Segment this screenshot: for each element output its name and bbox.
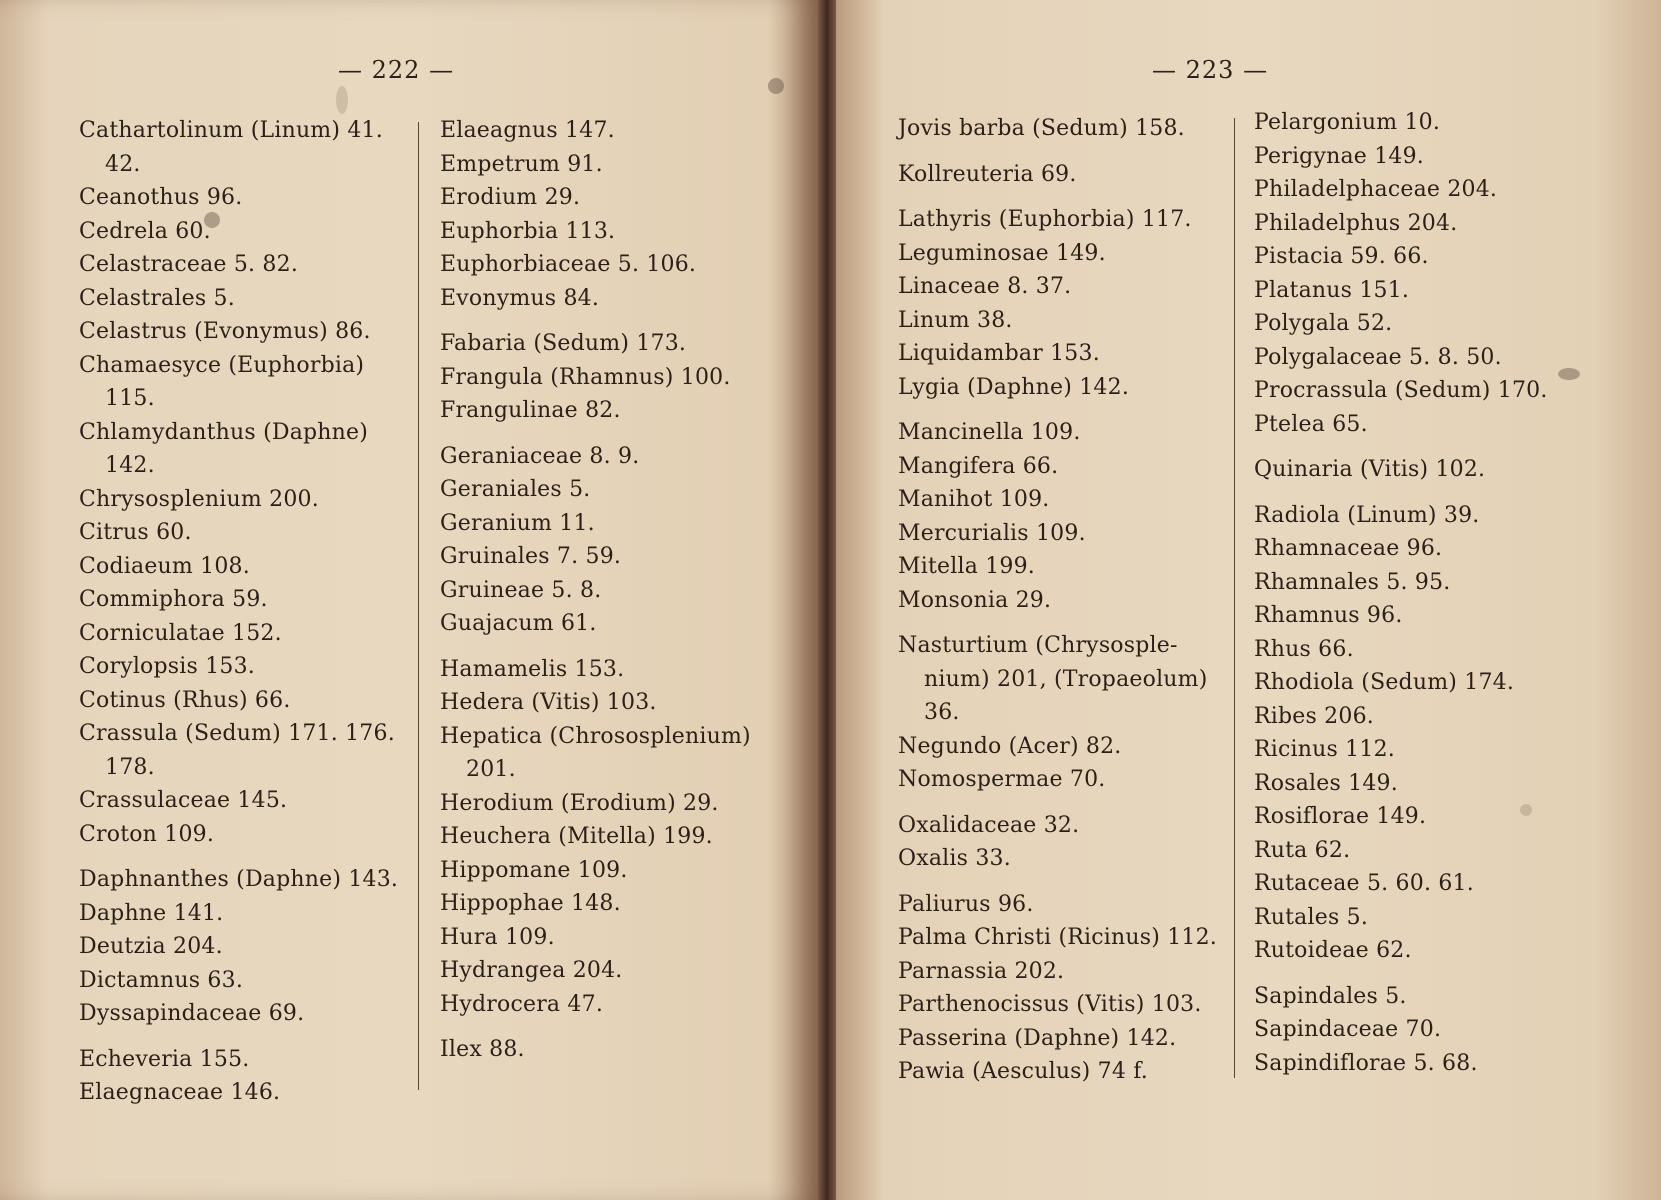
paper-stain (204, 212, 220, 228)
index-entry: Corniculatae 152. (79, 620, 282, 646)
index-entry: Nasturtium (Chrysosple-nium) 201, (Tropaeolum) 36. (898, 633, 1208, 725)
index-entry: Manihot 109. (898, 487, 1050, 512)
index-entry: Celastraceae 5. 82. (79, 252, 299, 277)
index-entry: Corylopsis 153. (79, 654, 255, 679)
index-entry: Rhamnaceae 96. (1254, 536, 1443, 561)
index-entry: Daphne 141. (79, 900, 224, 926)
index-entry: Rutales 5. (1254, 904, 1369, 930)
index-entry: Rhamnus 96. (1254, 603, 1403, 628)
index-entry: Sapindaceae 70. (1254, 1017, 1442, 1042)
index-column (440, 114, 770, 1067)
index-entry: Chrysosplenium 200. (79, 486, 319, 512)
index-entry: Euphorbiaceae 5. 106. (440, 252, 697, 277)
index-entry: Philadelphus 204. (1254, 210, 1458, 236)
index-entry: Rosiflorae 149. (1254, 804, 1427, 829)
column-rule (1234, 118, 1235, 1078)
index-entry: Rutoideae 62. (1254, 938, 1412, 963)
index-entry: Rhodiola (Sedum) 174. (1254, 670, 1515, 695)
index-entry: Hamamelis 153. (440, 656, 625, 682)
index-entry: Mancinella 109. (898, 420, 1081, 445)
index-entry: Elaeagnus 147. (440, 118, 615, 143)
paper-stain (768, 78, 784, 94)
index-entry: Cathartolinum (Linum) 41. 42. (79, 118, 383, 177)
index-entry: Ribes 206. (1254, 703, 1374, 729)
index-entry: Lathyris (Euphorbia) 117. (898, 207, 1192, 232)
index-entry: Ruta 62. (1254, 837, 1351, 863)
index-entry: Monsonia 29. (898, 587, 1052, 613)
index-entry: Lygia (Daphne) 142. (898, 374, 1130, 400)
index-entry: Daphnanthes (Daphne) 143. (79, 867, 399, 892)
index-entry: Linaceae 8. 37. (898, 274, 1072, 299)
index-entry: Sapindiflorae 5. 68. (1254, 1050, 1478, 1076)
index-entry: Dyssapindaceae 69. (79, 1001, 305, 1026)
index-entry: Mangifera 66. (898, 453, 1059, 479)
index-entry: Hydrocera 47. (440, 991, 604, 1017)
page-number: — 222 — (338, 56, 455, 84)
index-entry: Guajacum 61. (440, 611, 597, 636)
index-entry: Citrus 60. (79, 520, 192, 545)
index-entry: Sapindales 5. (1254, 983, 1407, 1009)
index-entry: Deutzia 204. (79, 934, 223, 959)
index-entry: Linum 38. (898, 307, 1013, 333)
index-entry: Hepatica (Chrososplenium) 201. (440, 723, 751, 782)
index-entry: Parnassia 202. (898, 958, 1065, 984)
index-entry: Jovis barba (Sedum) 158. (898, 116, 1185, 141)
index-entry: Kollreuteria 69. (898, 161, 1077, 187)
index-entry: Passerina (Daphne) 142. (898, 1025, 1177, 1051)
paper-stain (1520, 804, 1532, 816)
index-entry: Negundo (Acer) 82. (898, 733, 1122, 759)
index-entry: Pawia (Aesculus) 74 f. (898, 1059, 1148, 1084)
index-entry: Procrassula (Sedum) 170. (1254, 378, 1548, 403)
index-entry: Empetrum 91. (440, 151, 603, 177)
left-page (0, 0, 818, 1200)
column-rule (418, 122, 419, 1090)
index-column (898, 112, 1233, 1089)
index-entry: Pelargonium 10. (1254, 110, 1441, 135)
index-entry: Pistacia 59. 66. (1254, 244, 1429, 269)
index-entry: Hippomane 109. (440, 857, 628, 883)
index-entry: Ptelea 65. (1254, 411, 1368, 437)
index-entry: Codiaeum 108. (79, 553, 250, 579)
index-entry: Paliurus 96. (898, 891, 1034, 917)
index-entry: Geraniaceae 8. 9. (440, 443, 640, 469)
index-entry: Croton 109. (79, 821, 215, 847)
index-entry: Hura 109. (440, 924, 555, 950)
index-entry: Celastrus (Evonymus) 86. (79, 319, 371, 344)
index-entry: Echeveria 155. (79, 1046, 250, 1072)
index-entry: Cotinus (Rhus) 66. (79, 687, 291, 713)
index-entry: Gruineae 5. 8. (440, 577, 602, 603)
book-gutter (818, 0, 836, 1200)
index-entry: Heuchera (Mitella) 199. (440, 824, 713, 849)
index-entry: Crassula (Sedum) 171. 176. 178. (79, 721, 395, 780)
index-entry: Herodium (Erodium) 29. (440, 790, 719, 816)
index-entry: Cedrela 60. (79, 218, 211, 244)
index-entry: Nomospermae 70. (898, 767, 1106, 792)
index-entry: Platanus 151. (1254, 277, 1410, 303)
index-entry: Ceanothus 96. (79, 185, 243, 210)
index-entry: Leguminosae 149. (898, 240, 1106, 266)
index-entry: Commiphora 59. (79, 587, 268, 612)
right-page (836, 0, 1661, 1200)
index-entry: Evonymus 84. (440, 285, 600, 311)
index-entry: Rhus 66. (1254, 636, 1354, 662)
index-entry: Fabaria (Sedum) 173. (440, 331, 687, 356)
index-entry: Rosales 149. (1254, 770, 1398, 796)
page-number: — 223 — (1152, 56, 1269, 84)
index-entry: Elaegnaceae 146. (79, 1080, 281, 1105)
index-entry: Hydrangea 204. (440, 958, 623, 983)
index-entry: Ricinus 112. (1254, 737, 1395, 762)
index-entry: Quinaria (Vitis) 102. (1254, 457, 1486, 482)
index-entry: Euphorbia 113. (440, 218, 616, 244)
paper-stain (336, 86, 348, 114)
index-entry: Dictamnus 63. (79, 967, 244, 993)
index-entry: Oxalidaceae 32. (898, 812, 1080, 838)
index-entry: Rhamnales 5. 95. (1254, 569, 1451, 595)
index-entry: Frangulinae 82. (440, 398, 621, 423)
index-entry: Mercurialis 109. (898, 520, 1086, 546)
index-column (1254, 106, 1574, 1080)
index-entry: Ilex 88. (440, 1037, 525, 1062)
index-entry: Polygala 52. (1254, 311, 1393, 336)
index-entry: Frangula (Rhamnus) 100. (440, 364, 731, 390)
index-entry: Palma Christi (Ricinus) 112. (898, 925, 1217, 950)
index-entry: Gruinales 7. 59. (440, 544, 622, 569)
index-entry: Hedera (Vitis) 103. (440, 690, 657, 715)
paper-stain (1558, 368, 1580, 380)
index-entry: Geraniales 5. (440, 477, 591, 502)
index-entry: Chlamydanthus (Daphne) 142. (79, 419, 369, 478)
index-entry: Oxalis 33. (898, 846, 1011, 871)
index-entry: Philadelphaceae 204. (1254, 177, 1498, 202)
index-entry: Polygalaceae 5. 8. 50. (1254, 344, 1502, 370)
index-entry: Chamaesyce (Euphorbia) 115. (79, 352, 365, 411)
index-entry: Erodium 29. (440, 185, 581, 210)
index-entry: Celastrales 5. (79, 285, 235, 311)
index-entry: Rutaceae 5. 60. 61. (1254, 871, 1474, 896)
index-entry: Crassulaceae 145. (79, 788, 288, 813)
index-entry: Parthenocissus (Vitis) 103. (898, 992, 1202, 1017)
index-column (79, 114, 404, 1110)
index-entry: Mitella 199. (898, 554, 1035, 579)
index-entry: Liquidambar 153. (898, 341, 1100, 366)
index-entry: Hippophae 148. (440, 891, 621, 916)
index-entry: Geranium 11. (440, 510, 595, 536)
index-entry: Perigynae 149. (1254, 143, 1424, 169)
index-entry: Radiola (Linum) 39. (1254, 502, 1480, 528)
